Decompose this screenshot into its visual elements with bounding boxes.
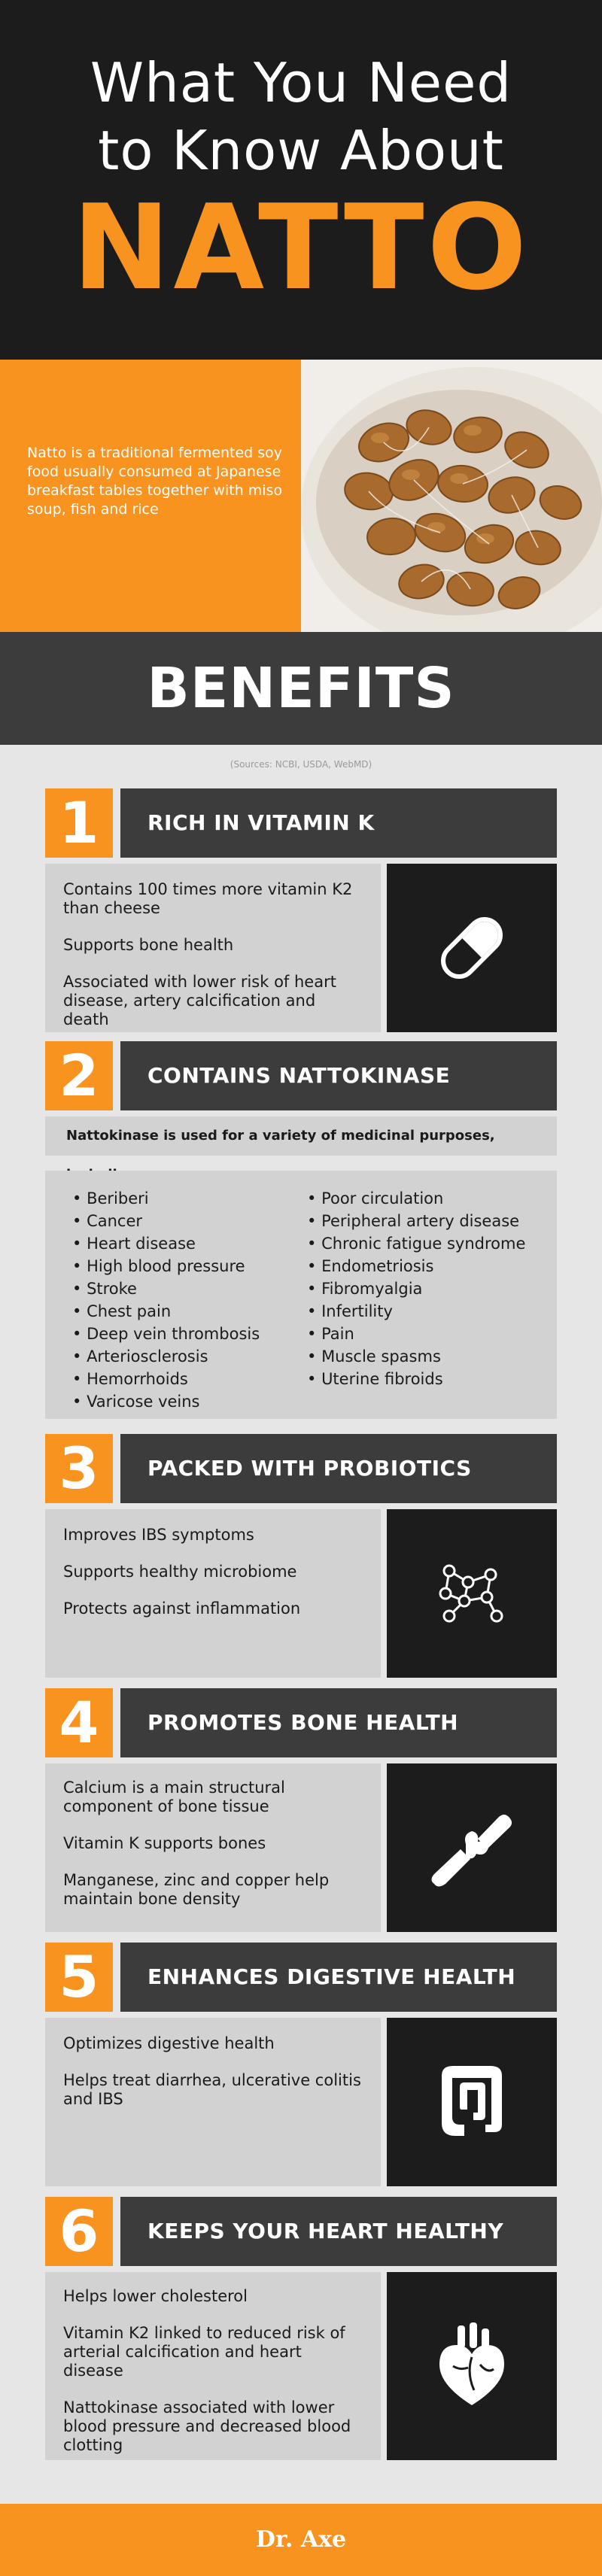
point: Supports healthy microbiome [63,1563,297,1581]
section-1-icon-panel [387,864,557,1032]
section-title-5: ENHANCES DIGESTIVE HEALTH [120,1943,557,2012]
natto-photo [301,360,602,632]
point: Improves IBS symptoms [63,1526,254,1544]
benefits-heading-bar [0,632,602,745]
point: Nattokinase associated with lower blood pressure and decreased blood clotting [63,2398,351,2454]
section-title-1: RICH IN VITAMIN K [120,788,557,858]
section-3-icon-panel [387,1509,557,1678]
section-4-points [45,1763,381,1932]
section-5-points [45,2018,381,2186]
heart-icon [430,2321,513,2411]
point: Vitamin K2 linked to reduced risk of arterial calcification and heart disease [63,2324,345,2380]
intestine-icon [427,2057,517,2147]
list-item: • Stroke [72,1277,260,1300]
section-6-icon-panel [387,2272,557,2460]
list-item: • Infertility [307,1300,525,1323]
title-line-2: to Know About [98,119,504,182]
section-5-icon-panel [387,2018,557,2186]
section-number-2: 2 [45,1041,113,1110]
benefits-heading: BENEFITS [147,656,455,721]
list-item: • Muscle spasms [307,1345,525,1368]
natto-beans-image [301,360,602,632]
list-item: • Chronic fatigue syndrome [307,1232,525,1255]
list-item: • Arteriosclerosis [72,1345,260,1368]
section-title-3: PACKED WITH PROBIOTICS [120,1434,557,1503]
section-3-points [45,1509,381,1678]
point: Helps lower cholesterol [63,2287,248,2305]
list-item: • Poor circulation [307,1187,525,1210]
section-1-points [45,864,381,1032]
nattokinase-uses-list [45,1171,557,1419]
uses-column-2 [307,1187,525,1390]
point: Optimizes digestive health [63,2034,275,2052]
title-header [0,0,602,360]
section-number-5: 5 [45,1943,113,2012]
section-title-6: KEEPS YOUR HEART HEALTHY [120,2197,557,2266]
point: Manganese, zinc and copper help maintain bone density [63,1871,330,1908]
list-item: • Pain [307,1323,525,1345]
list-item: • Deep vein thrombosis [72,1323,260,1345]
list-item: • Endometriosis [307,1255,525,1277]
list-item: • Hemorrhoids [72,1368,260,1390]
list-item: • Heart disease [72,1232,260,1255]
sources-note: (Sources: NCBI, USDA, WebMD) [230,759,372,770]
point: Protects against inflammation [63,1599,301,1618]
section-4-icon-panel [387,1763,557,1932]
point: Helps treat diarrhea, ulcerative colitis and IBS [63,2071,361,2108]
intro-panel [0,360,602,632]
list-item: • Fibromyalgia [307,1277,525,1300]
list-item: • Chest pain [72,1300,260,1323]
section-number-6: 6 [45,2197,113,2266]
list-item: • High blood pressure [72,1255,260,1277]
title-natto: NATTO [71,179,531,316]
brand-logo-text: Dr. Axe [255,2526,347,2553]
list-item: • Beriberi [72,1187,260,1210]
intro-text: Natto is a traditional fermented soy food usually consumed at Japanese breakfast tables together with miso soup, fish and rice [27,445,283,518]
section-title-2: CONTAINS NATTOKINASE [120,1041,557,1110]
pill-icon [430,907,513,989]
section-6-points [45,2272,381,2460]
list-item: • Uterine fibroids [307,1368,525,1390]
footer-bar [0,2504,602,2576]
point: Vitamin K supports bones [63,1834,266,1852]
probiotic-icon [430,1552,513,1635]
section-number-4: 4 [45,1688,113,1757]
list-item: • Cancer [72,1210,260,1232]
section-number-3: 3 [45,1434,113,1503]
point: Supports bone health [63,936,234,954]
point: Contains 100 times more vitamin K2 than cheese [63,880,353,917]
uses-column-1 [72,1187,260,1413]
bone-joint-icon [427,1803,517,1893]
point: Associated with lower risk of heart disease, artery calcification and death [63,973,336,1028]
title-line-1: What You Need [90,51,512,114]
section-number-1: 1 [45,788,113,858]
point: Calcium is a main structural component of bone tissue [63,1779,285,1815]
list-item: • Varicose veins [72,1390,260,1413]
nattokinase-intro: Nattokinase is used for a variety of medicinal purposes, [45,1116,557,1156]
section-title-4: PROMOTES BONE HEALTH [120,1688,557,1757]
list-item: • Peripheral artery disease [307,1210,525,1232]
